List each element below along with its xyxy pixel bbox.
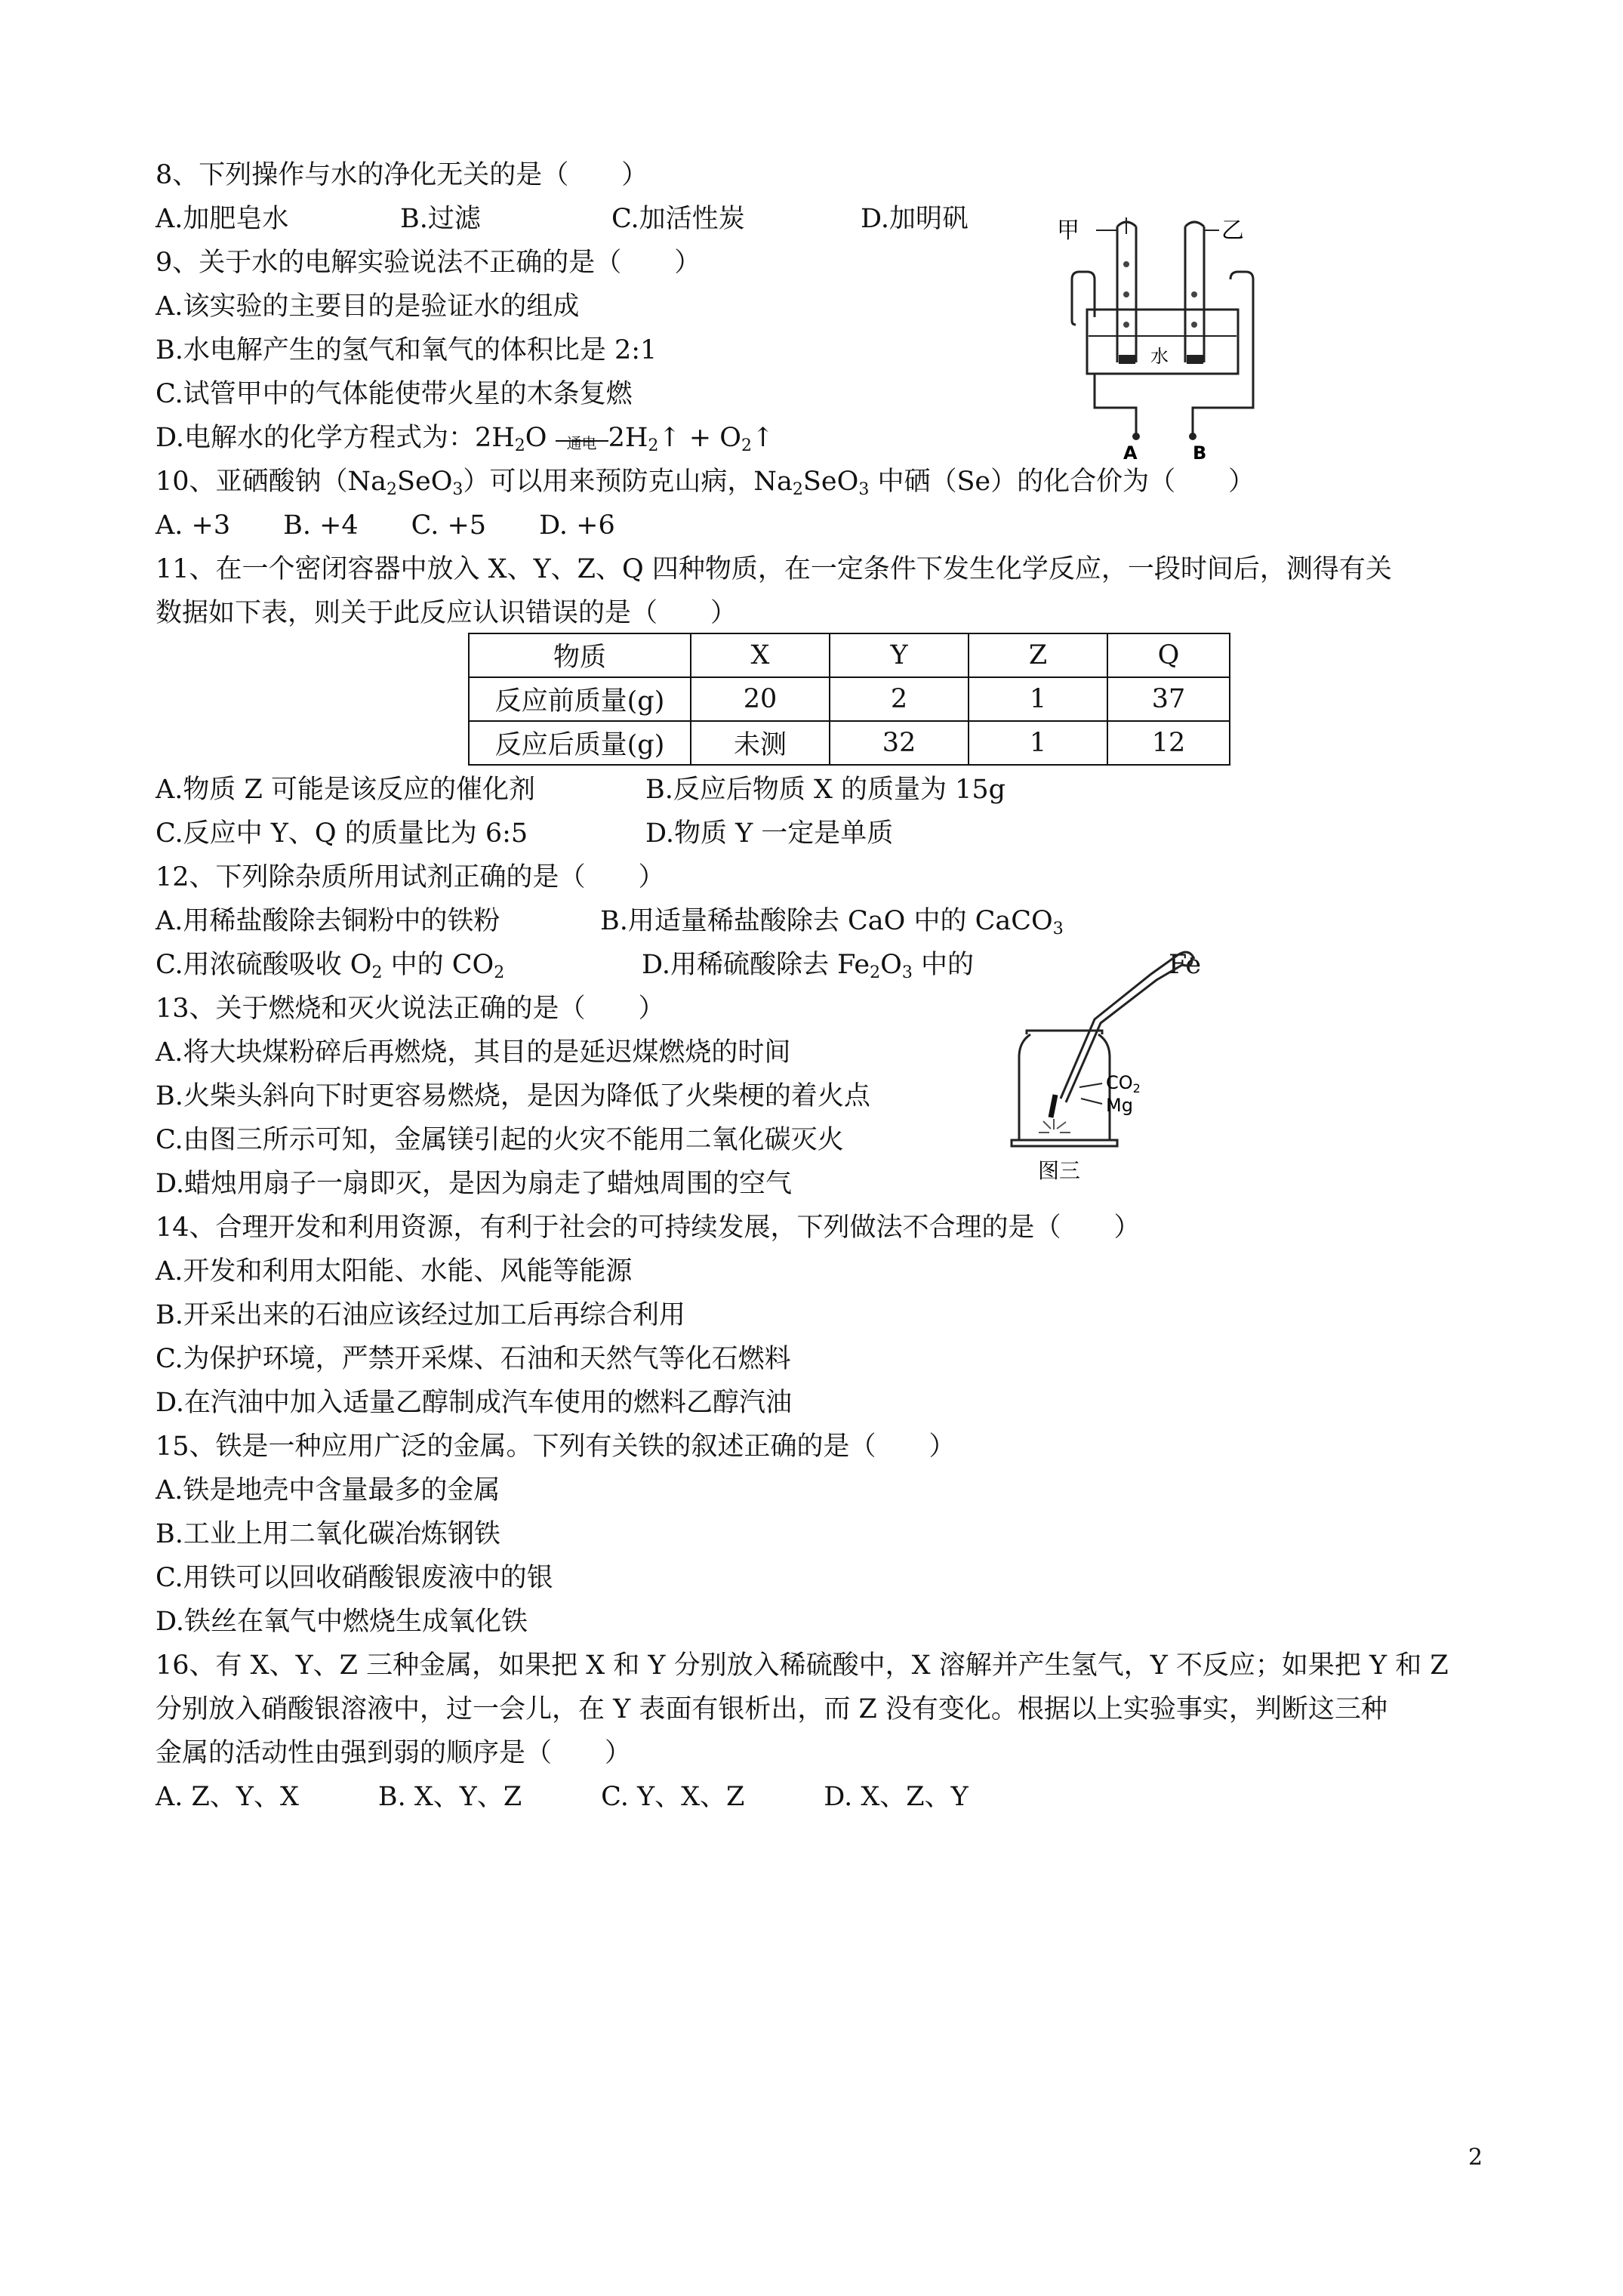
q16-stem-line3: 金属的活动性由强到弱的顺序是（ ）: [156, 1738, 632, 1768]
q12-stem: 12、下列除杂质所用试剂正确的是（ ）: [156, 862, 665, 892]
q11-option-a: A.物质 Z 可能是该反应的催化剂: [156, 775, 535, 805]
table-cell: 未测: [691, 721, 830, 765]
q9-stem: 9、关于水的电解实验说法不正确的是（ ）: [156, 248, 701, 278]
q13-option-b: B.火柴头斜向下时更容易燃烧，是因为降低了火柴梗的着火点: [156, 1081, 870, 1111]
table-cell: Q: [1107, 633, 1230, 677]
table-row: [469, 721, 1230, 765]
q12-option-a: A.用稀盐酸除去铜粉中的铁粉: [156, 906, 500, 936]
q12-option-d: D.用稀硫酸除去 $Fe_2O_3$ 中的: [642, 950, 974, 982]
table-cell: 反应前质量(g): [469, 677, 691, 721]
table-cell: 37: [1107, 677, 1230, 721]
q14-option-c: C.为保护环境，严禁开采煤、石油和天然气等化石燃料: [156, 1344, 791, 1374]
q11-option-c: C.反应中 Y、Q 的质量比为 6:5: [156, 818, 528, 849]
fig1-label-right: 乙: [1221, 217, 1244, 244]
q13-stem: 13、关于燃烧和灭火说法正确的是（ ）: [156, 994, 665, 1024]
electrolysis-figure: [1057, 211, 1268, 461]
q9-option-b: B.水电解产生的氢气和氧气的体积比是 2:1: [156, 335, 658, 365]
q13-option-a: A.将大块煤粉碎后再燃烧，其目的是延迟煤燃烧的时间: [156, 1037, 791, 1068]
table-cell: 12: [1107, 721, 1230, 765]
q9-option-c: C.试管甲中的气体能使带火星的木条复燃: [156, 379, 633, 409]
q10-options: A. +3 B. +4 C. +5 D. +6: [156, 510, 615, 541]
q15-option-a: A.铁是地壳中含量最多的金属: [156, 1475, 500, 1505]
q8-option-a: A.加肥皂水: [156, 204, 289, 234]
magnesium-co2-figure: [996, 944, 1238, 1193]
q12-option-b: B.用适量稀盐酸除去 CaO 中的 CaCO$_3$: [600, 906, 1064, 938]
q15-stem: 15、铁是一种应用广泛的金属。下列有关铁的叙述正确的是（ ）: [156, 1432, 956, 1462]
q11-stem-line2: 数据如下表，则关于此反应认识错误的是（ ）: [156, 598, 738, 628]
q8-option-c: C.加活性炭: [611, 204, 745, 234]
fig3-label-co2: $CO_2$: [1106, 1072, 1141, 1096]
q9-option-a: A.该实验的主要目的是验证水的组成: [156, 291, 580, 322]
fig1-label-water: 水: [1150, 346, 1169, 367]
q11-data-table: [468, 633, 1230, 766]
q10-stem: 10、亚硒酸钠$(Na_2SeO_3)$可以用来预防克山病，$Na_2SeO_3$ 中硒（Se）的化合价为（ ）: [156, 467, 1255, 499]
q8-stem: 8、下列操作与水的净化无关的是（ ）: [156, 160, 648, 190]
q16-stem-line2: 分别放入硝酸银溶液中，过一会儿，在 Y 表面有银析出，而 Z 没有变化。根据以上实验事实，判断这三种: [156, 1694, 1387, 1724]
q11-stem-line1: 11、在一个密闭容器中放入 X、Y、Z、Q 四种物质，在一定条件下发生化学反应，一段时间后，测得有关: [156, 554, 1392, 584]
table-cell: 2: [830, 677, 969, 721]
fig1-label-b: B: [1193, 442, 1207, 461]
q14-option-a: A.开发和利用太阳能、水能、风能等能源: [156, 1256, 633, 1287]
fig1-label-a: A: [1123, 442, 1138, 461]
q12-option-c: C.用浓硫酸吸收 $O_2$ 中的 $CO_2$: [156, 950, 505, 982]
q16-stem-line1: 16、有 X、Y、Z 三种金属，如果把 X 和 Y 分别放入稀硫酸中，X 溶解并产生氢气，Y 不反应；如果把 Y 和 Z: [156, 1650, 1449, 1681]
table-cell: 1: [969, 677, 1107, 721]
q15-option-d: D.铁丝在氧气中燃烧生成氧化铁: [156, 1607, 528, 1637]
q14-option-d: D.在汽油中加入适量乙醇制成汽车使用的燃料乙醇汽油: [156, 1388, 792, 1418]
table-cell: 反应后质量(g): [469, 721, 691, 765]
q15-option-c: C.用铁可以回收硝酸银废液中的银: [156, 1563, 553, 1593]
fig3-caption: 图三: [1038, 1158, 1081, 1183]
table-cell: 1: [969, 721, 1107, 765]
table-cell: 20: [691, 677, 830, 721]
table-cell: Y: [830, 633, 969, 677]
table-cell: 32: [830, 721, 969, 765]
q13-option-d: D.蜡烛用扇子一扇即灭，是因为扇走了蜡烛周围的空气: [156, 1169, 792, 1199]
table-cell: X: [691, 633, 830, 677]
q15-option-b: B.工业上用二氧化碳冶炼钢铁: [156, 1519, 500, 1549]
table-row: [469, 677, 1230, 721]
q9-option-d: D.电解水的化学方程式为：$2H_2O$ 通电 $2H_2↑$ + $O_2↑$: [156, 423, 775, 455]
q16-options: A. Z、Y、X B. X、Y、Z C. Y、X、Z D. X、Z、Y: [156, 1782, 969, 1812]
q8-option-d: D.加明矾: [861, 204, 969, 234]
q14-stem: 14、合理开发和利用资源，有利于社会的可持续发展，下列做法不合理的是（ ）: [156, 1213, 1141, 1243]
q12-option-d-fe: Fe: [1169, 950, 1202, 980]
q11-option-b: B.反应后物质 X 的质量为 15g: [645, 775, 1006, 805]
table-row: [469, 633, 1230, 677]
fig3-label-mg: Mg: [1106, 1095, 1133, 1116]
table-cell: Z: [969, 633, 1107, 677]
q11-option-d: D.物质 Y 一定是单质: [645, 818, 894, 849]
q13-option-c: C.由图三所示可知，金属镁引起的火灾不能用二氧化碳灭火: [156, 1125, 844, 1155]
q14-option-b: B.开采出来的石油应该经过加工后再综合利用: [156, 1300, 685, 1330]
q8-option-b: B.过滤: [400, 204, 481, 234]
page-number: 2: [1468, 2144, 1483, 2171]
fig1-label-left: 甲: [1057, 217, 1079, 244]
table-cell: 物质: [469, 633, 691, 677]
